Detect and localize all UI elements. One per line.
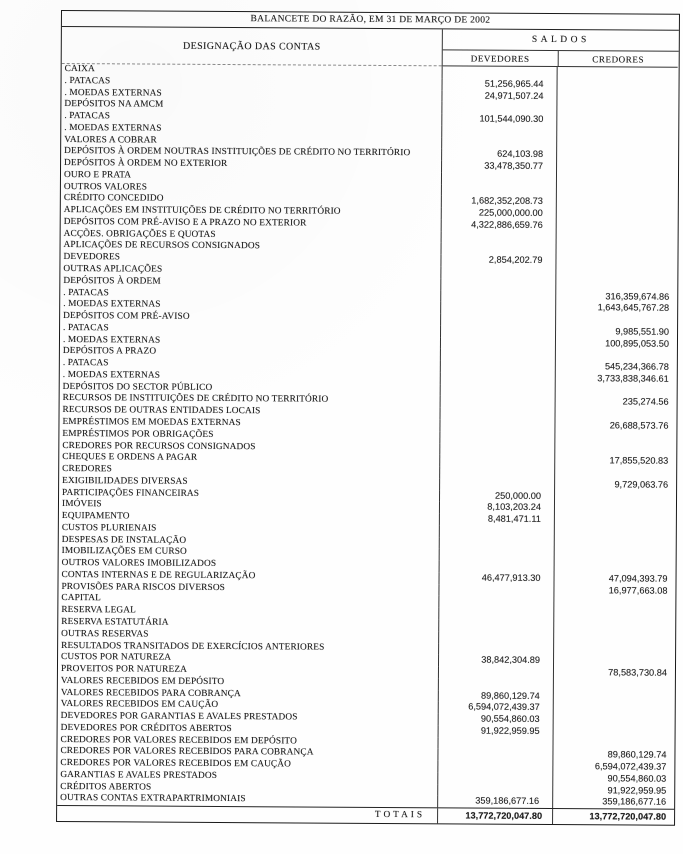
devedores-value [441, 184, 556, 196]
devedores-value: 46,477,913.30 [439, 572, 554, 584]
account-label: VALORES RECEBIDOS EM DEPÓSITO [60, 675, 225, 687]
devedores-value [441, 172, 556, 184]
account-label: RECURSOS DE OUTRAS ENTIDADES LOCAIS [62, 405, 261, 417]
credores-value [553, 691, 673, 703]
account-label: DEPÓSITOS COM PRÉ-AVISO E A PRAZO NO EXTERIOR [63, 216, 307, 229]
credores-value: 26,688,573.76 [554, 420, 674, 432]
credores-value [555, 349, 675, 361]
credores-value: 9,985,551.90 [555, 326, 675, 338]
account-label: OUTROS VALORES [63, 181, 148, 193]
saldos-subheaders [443, 50, 679, 67]
account-label: CHEQUES E ORDENS A PAGAR [62, 452, 198, 464]
totals-credores-value: 13,772,720,047.80 [552, 809, 672, 825]
credores-value [555, 255, 675, 267]
account-label: IMOBILIZAÇÕES EM CURSO [61, 546, 187, 558]
devedores-value: 250,000.00 [439, 490, 554, 502]
credores-value: 16,977,663.08 [553, 585, 673, 597]
account-label: EMPRÉSTIMOS POR OBRIGAÇÕES [62, 428, 214, 440]
credores-value [553, 702, 673, 714]
devedores-value [437, 760, 552, 772]
account-label: . MOEDAS EXTERNAS [62, 369, 161, 381]
credores-value [553, 644, 673, 656]
account-label: ACÇÕES. OBRIGAÇÕES E QUOTAS [63, 228, 216, 240]
credores-value: 78,583,730.84 [553, 667, 673, 679]
credores-value [553, 632, 673, 644]
credores-value [557, 67, 677, 79]
devedores-value [441, 102, 556, 114]
devedores-value: 91,922,959.95 [438, 725, 553, 737]
credores-value [554, 514, 674, 526]
account-label: APLICAÇÕES EM INSTITUIÇÕES DE CRÉDITO NO TERRITÓRIO [63, 205, 341, 217]
account-label: PROVEITOS POR NATUREZA [60, 664, 188, 675]
devedores-value [438, 666, 553, 678]
devedores-value [439, 525, 554, 537]
devedores-value [440, 337, 555, 349]
credores-value [554, 526, 674, 538]
credores-value [553, 596, 673, 608]
account-label: OUTRAS APLICAÇÕES [63, 264, 163, 275]
credores-value [553, 655, 673, 667]
account-label: . MOEDAS EXTERNAS [64, 122, 162, 134]
credores-value [555, 267, 675, 279]
account-label: GARANTIAS E AVALES PRESTADOS [60, 769, 218, 781]
credores-value [554, 432, 674, 444]
account-label: DEPÓSITOS A PRAZO [62, 346, 157, 357]
account-label: VALORES RECEBIDOS PARA COBRANÇA [60, 687, 241, 699]
account-label: EXIGIBILIDADES DIVERSAS [62, 475, 188, 487]
devedores-value [440, 408, 555, 420]
devedores-value [442, 66, 557, 78]
devedores-value [438, 643, 553, 655]
devedores-value: 359,186,677.16 [437, 796, 552, 808]
credores-value [556, 185, 676, 197]
credores-value [556, 114, 676, 126]
credores-value: 90,554,860.03 [552, 773, 672, 785]
credores-value: 91,922,959.95 [552, 785, 672, 797]
devedores-value [441, 243, 556, 255]
credores-value [553, 620, 673, 632]
devedores-value: 2,854,202.79 [440, 255, 555, 267]
devedores-value: 51,256,965.44 [442, 78, 557, 90]
account-label: DEPÓSITOS À ORDEM [63, 275, 161, 287]
credores-value: 9,729,063.76 [554, 479, 674, 491]
column-header-credores: CREDORES [558, 51, 678, 68]
devedores-value [439, 560, 554, 572]
devedores-value: 1,682,352,208.73 [441, 196, 556, 208]
devedores-value [439, 466, 554, 478]
credores-value [552, 738, 672, 750]
balance-sheet-table [56, 10, 680, 826]
devedores-value [439, 537, 554, 549]
credores-value [556, 149, 676, 161]
credores-value [555, 408, 675, 420]
credores-value [554, 502, 674, 514]
account-label: . MOEDAS EXTERNAS [62, 334, 161, 346]
account-rows [57, 64, 679, 809]
credores-value [553, 679, 673, 691]
account-label: . PATACAS [62, 358, 109, 369]
devedores-value [438, 619, 553, 631]
credores-value: 359,186,677.16 [552, 796, 672, 808]
credores-value [555, 279, 675, 291]
devedores-value: 8,103,203.24 [439, 502, 554, 514]
credores-value [555, 385, 675, 397]
totals-label: TOTAIS [374, 810, 426, 821]
account-label: . PATACAS [63, 322, 109, 334]
credores-value: 235,274.56 [555, 396, 675, 408]
devedores-value: 101,544,090.30 [441, 113, 556, 125]
devedores-value: 4,322,886,659.76 [441, 219, 556, 231]
devedores-value [439, 419, 554, 431]
account-label: OUTRAS RESERVAS [61, 628, 149, 640]
devedores-value [441, 125, 556, 137]
account-label: CRÉDITOS ABERTOS [60, 781, 152, 793]
credores-value: 545,234,366.78 [555, 361, 675, 373]
account-label: PARTICIPAÇÕES FINANCEIRAS [62, 487, 200, 499]
account-label: CUSTOS PLURIENAIS [61, 522, 157, 534]
column-header-saldos: SALDOS [443, 29, 679, 51]
credores-value: 47,094,393.79 [553, 573, 673, 585]
account-label: VALORES RECEBIDOS EM CAUÇÃO [60, 699, 219, 711]
account-label: . MOEDAS EXTERNAS [63, 299, 161, 310]
account-label: DEPÓSITOS NA AMCM [64, 99, 164, 110]
devedores-value: 8,481,471.11 [439, 513, 554, 525]
devedores-value [437, 784, 552, 796]
credores-value [554, 467, 674, 479]
credores-value [554, 561, 674, 573]
account-label: CONTAS INTERNAS E DE REGULARIZAÇÃO [61, 569, 256, 582]
account-label: OUTRAS CONTAS EXTRAPARTRIMONIAIS [60, 793, 246, 805]
devedores-value [438, 678, 553, 690]
credores-value: 17,855,520.83 [554, 455, 674, 467]
credores-value: 100,895,053.50 [555, 338, 675, 350]
credores-value [556, 126, 676, 138]
credores-value [556, 220, 676, 232]
devedores-value: 624,103.98 [441, 149, 556, 161]
column-header-devedores: DEVEDORES [443, 50, 558, 67]
account-label: . MOEDAS EXTERNAS [64, 87, 162, 99]
account-label: CRÉDITO CONCEDIDO [63, 193, 164, 205]
credores-value [556, 232, 676, 244]
devedores-value [439, 431, 554, 443]
account-label: DEPÓSITOS DO SECTOR PÚBLICO [62, 381, 213, 393]
account-label: CAIXA [64, 64, 95, 75]
table-header [62, 27, 679, 68]
account-label: EMPRÉSTIMOS EM MOEDAS EXTERNAS [62, 416, 241, 429]
credores-value [553, 726, 673, 738]
credores-value [554, 549, 674, 561]
devedores-value [440, 360, 555, 372]
account-label: CAPITAL [61, 593, 101, 604]
devedores-value [440, 266, 555, 278]
document-title: BALANCETE DO RAZÃO, EM 31 DE MARÇO DE 2002 [62, 11, 679, 31]
account-label: RECURSOS DE INSTITUIÇÕES DE CRÉDITO NO TERRITÓRIO [62, 393, 329, 406]
credores-value: 3,733,838,346.61 [555, 373, 675, 385]
credores-value: 316,359,674.86 [555, 291, 675, 303]
account-label: . PATACAS [64, 111, 111, 122]
account-label: RESERVA LEGAL [61, 605, 137, 616]
devedores-value: 89,860,129.74 [438, 690, 553, 702]
credores-value [556, 102, 676, 114]
devedores-value [439, 455, 554, 467]
devedores-value [438, 584, 553, 596]
devedores-value [438, 596, 553, 608]
column-header-designation: DESIGNAÇÃO DAS CONTAS [62, 27, 442, 66]
credores-value [557, 79, 677, 91]
credores-value [556, 161, 676, 173]
credores-value [556, 196, 676, 208]
devedores-value [439, 549, 554, 561]
credores-value [556, 173, 676, 185]
account-label: CREDORES [62, 464, 112, 475]
account-label: DESPESAS DE INSTALAÇÃO [61, 534, 187, 546]
credores-value: 6,594,072,439.37 [552, 761, 672, 773]
account-label: . PATACAS [63, 287, 110, 298]
account-label: VALORES A COBRAR [64, 134, 157, 146]
credores-value: 1,643,645,767.28 [555, 302, 675, 314]
credores-value [554, 491, 674, 503]
account-label: CREDORES POR VALORES RECEBIDOS PARA COBRANÇA [60, 746, 314, 758]
column-group-saldos [442, 29, 679, 67]
account-label: CREDORES POR VALORES RECEBIDOS EM DEPÓSITO [60, 734, 298, 747]
devedores-value [441, 231, 556, 243]
devedores-value [437, 749, 552, 761]
account-label: CUSTOS POR NATUREZA [61, 652, 172, 663]
devedores-value [440, 349, 555, 361]
credores-value [556, 208, 676, 220]
account-label: CREDORES POR RECURSOS CONSIGNADOS [62, 440, 256, 452]
credores-value [554, 538, 674, 550]
devedores-value [440, 396, 555, 408]
devedores-value [440, 290, 555, 302]
devedores-value [437, 737, 552, 749]
account-label: DEPÓSITOS COM PRÉ-AVISO [63, 311, 190, 322]
credores-value [553, 714, 673, 726]
devedores-value [438, 608, 553, 620]
totals-devedores-value: 13,772,720,047.80 [437, 809, 552, 825]
account-label: RESERVA ESTATUTÁRIA [61, 616, 169, 628]
account-label: EQUIPAMENTO [61, 511, 130, 522]
devedores-value [441, 137, 556, 149]
devedores-value: 38,842,304.89 [438, 655, 553, 667]
account-label: CREDORES POR VALORES RECEBIDOS EM CAUÇÃO [60, 758, 292, 770]
account-label: DEVEDORES POR CRÉDITOS ABERTOS [60, 722, 232, 734]
devedores-value [440, 302, 555, 314]
credores-value [556, 138, 676, 150]
account-label: PROVISÕES PARA RISCOS DIVERSOS [61, 581, 226, 593]
account-label: DEPÓSITOS À ORDEM NOUTRAS INSTITUIÇÕES DE CRÉDITO NO TERRITÓRIO [64, 146, 411, 159]
credores-value [556, 91, 676, 103]
devedores-value [438, 631, 553, 643]
account-label: OURO E PRATA [63, 169, 132, 181]
account-label: DEVEDORES [63, 252, 121, 263]
account-label: DEPÓSITOS À ORDEM NO EXTERIOR [64, 158, 228, 170]
devedores-value [440, 384, 555, 396]
devedores-value: 6,594,072,439.37 [438, 702, 553, 714]
account-label: . PATACAS [64, 75, 111, 87]
devedores-value [440, 325, 555, 337]
credores-value: 89,860,129.74 [552, 749, 672, 761]
devedores-value [439, 443, 554, 455]
devedores-value: 24,971,507.24 [441, 90, 556, 102]
devedores-value [437, 772, 552, 784]
account-label: APLICAÇÕES DE RECURSOS CONSIGNADOS [63, 240, 261, 252]
devedores-value [440, 372, 555, 384]
credores-value [554, 444, 674, 456]
account-label: RESULTADOS TRANSITADOS DE EXERCÍCIOS ANTERIORES [61, 640, 325, 653]
credores-value [553, 608, 673, 620]
account-label: IMÓVEIS [61, 499, 102, 510]
devedores-value: 225,000,000.00 [441, 208, 556, 220]
credores-value [556, 244, 676, 256]
devedores-value [440, 313, 555, 325]
devedores-value: 33,478,350.77 [441, 160, 556, 172]
account-label: DEVEDORES POR GARANTIAS E AVALES PRESTADOS [60, 711, 298, 723]
credores-value [555, 314, 675, 326]
account-label: OUTROS VALORES IMOBILIZADOS [61, 558, 217, 570]
devedores-value [440, 278, 555, 290]
devedores-value [439, 478, 554, 490]
devedores-value: 90,554,860.03 [438, 713, 553, 725]
